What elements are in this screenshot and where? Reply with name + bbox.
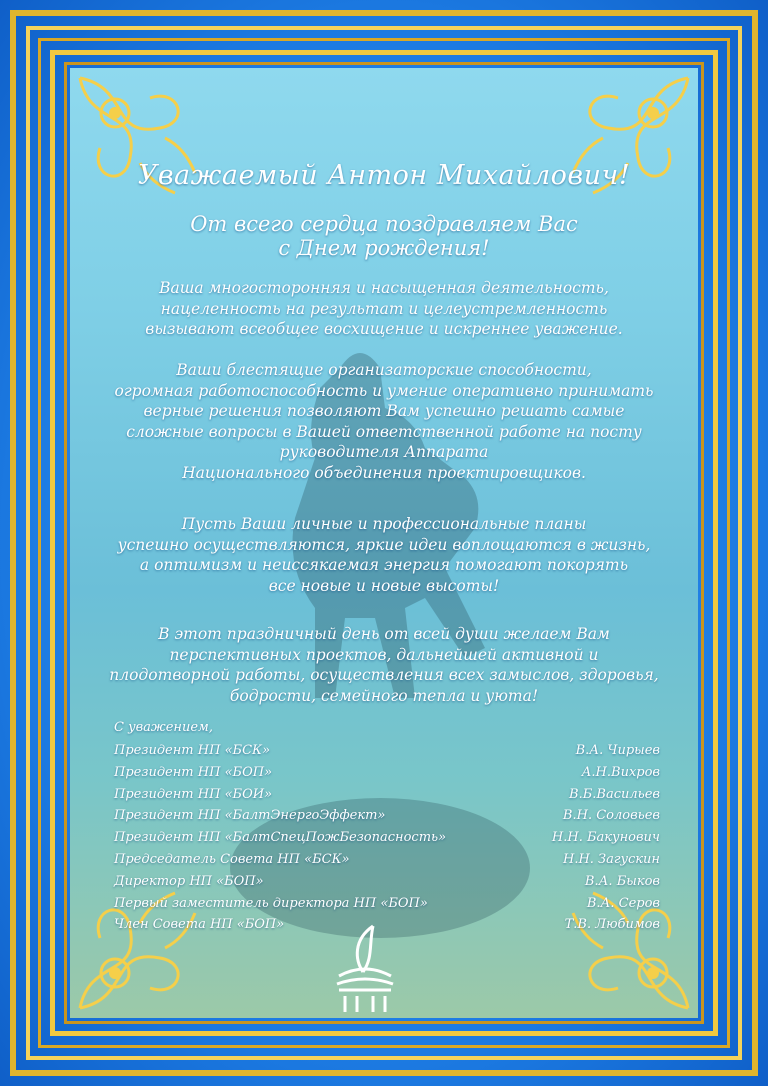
paragraph-line: плодотворной работы, осуществления всех замыслов, здоровья, <box>109 666 659 684</box>
paragraph-2 <box>90 360 678 483</box>
paragraph-line: Национального объединения проектировщиков. <box>182 463 586 482</box>
paragraph-line: Ваша многосторонняя и насыщенная деятельность, <box>159 279 609 297</box>
paragraph-1 <box>90 278 678 340</box>
signature-list <box>114 740 660 936</box>
greeting-title: Уважаемый Антон Михайлович! <box>137 160 631 191</box>
paragraph-line: вызывают всеобщее восхищение и искреннее уважение. <box>145 320 623 338</box>
paragraph-line: огромная работоспособность и умение оперативно принимать <box>114 381 654 400</box>
paragraph-line: бодрости, семейного тепла и уюта! <box>229 686 539 705</box>
signature-name: В.Н. Соловьев <box>562 808 660 824</box>
greeting-subtitle <box>70 212 698 260</box>
signature-row <box>114 849 660 871</box>
signature-row <box>114 893 660 915</box>
paragraph-3 <box>90 514 678 596</box>
subtitle-line: От всего сердца поздравляем Вас <box>190 212 578 236</box>
signature-name: В.А. Серов <box>586 895 660 911</box>
paragraph-line: Ваши блестящие организаторские способности, <box>176 361 592 379</box>
signature-position: Президент НП «БОП» <box>114 764 273 780</box>
signature-row <box>114 805 660 827</box>
signature-name: В.А. Быков <box>584 873 660 889</box>
signature-position: Президент НП «БОИ» <box>114 786 273 802</box>
signature-row <box>114 871 660 893</box>
signature-position: Директор НП «БОП» <box>114 873 264 889</box>
signature-row <box>114 762 660 784</box>
paragraph-line: Пусть Ваши личные и профессиональные планы <box>181 515 587 533</box>
signature-row <box>114 740 660 762</box>
signature-row <box>114 827 660 849</box>
signature-name: В.Б.Васильев <box>569 786 660 802</box>
paragraph-line: успешно осуществляются, яркие идеи воплощаются в жизнь, <box>117 535 651 554</box>
signature-name: А.Н.Вихров <box>581 764 660 780</box>
paragraph-line: все новые и новые высоты! <box>268 576 500 595</box>
signature-row <box>114 784 660 806</box>
paragraph-line: перспективных проектов, дальнейшей активной и <box>169 645 599 664</box>
paragraph-4 <box>90 624 678 706</box>
paragraph-line: а оптимизм и неиссякаемая энергия помогают покорять <box>139 556 629 574</box>
signature-intro: С уважением, <box>114 720 213 735</box>
signature-position: Председатель Совета НП «БСК» <box>114 851 350 867</box>
signature-position: Первый заместитель директора НП «БОП» <box>114 895 428 911</box>
signature-position: Президент НП «БСК» <box>114 743 271 758</box>
signature-name: Н.Н. Бакунович <box>551 830 660 846</box>
paragraph-line: В этот праздничный день от всей души желаем Вам <box>158 625 610 643</box>
paragraph-line: нацеленность на результат и целеустремленность <box>160 299 608 318</box>
signature-position: Президент НП «БалтЭнергоЭффект» <box>114 808 386 824</box>
quill-columns-logo-icon <box>333 920 397 1016</box>
signature-name: В.А. Чирыев <box>575 743 660 758</box>
paragraph-line: руководителя Аппарата <box>279 443 489 461</box>
signature-position: Член Совета НП «БОП» <box>114 917 285 933</box>
letter-text <box>70 68 698 1018</box>
signature-name: Т.В. Любимов <box>564 917 660 933</box>
subtitle-line: с Днем рождения! <box>278 236 490 260</box>
paragraph-line: сложные вопросы в Вашей ответственной работе на посту <box>126 422 642 441</box>
signature-position: Президент НП «БалтСпецПожБезопасность» <box>114 830 447 846</box>
paragraph-line: верные решения позволяют Вам успешно решать самые <box>143 402 625 420</box>
signature-name: Н.Н. Загускин <box>562 851 660 867</box>
